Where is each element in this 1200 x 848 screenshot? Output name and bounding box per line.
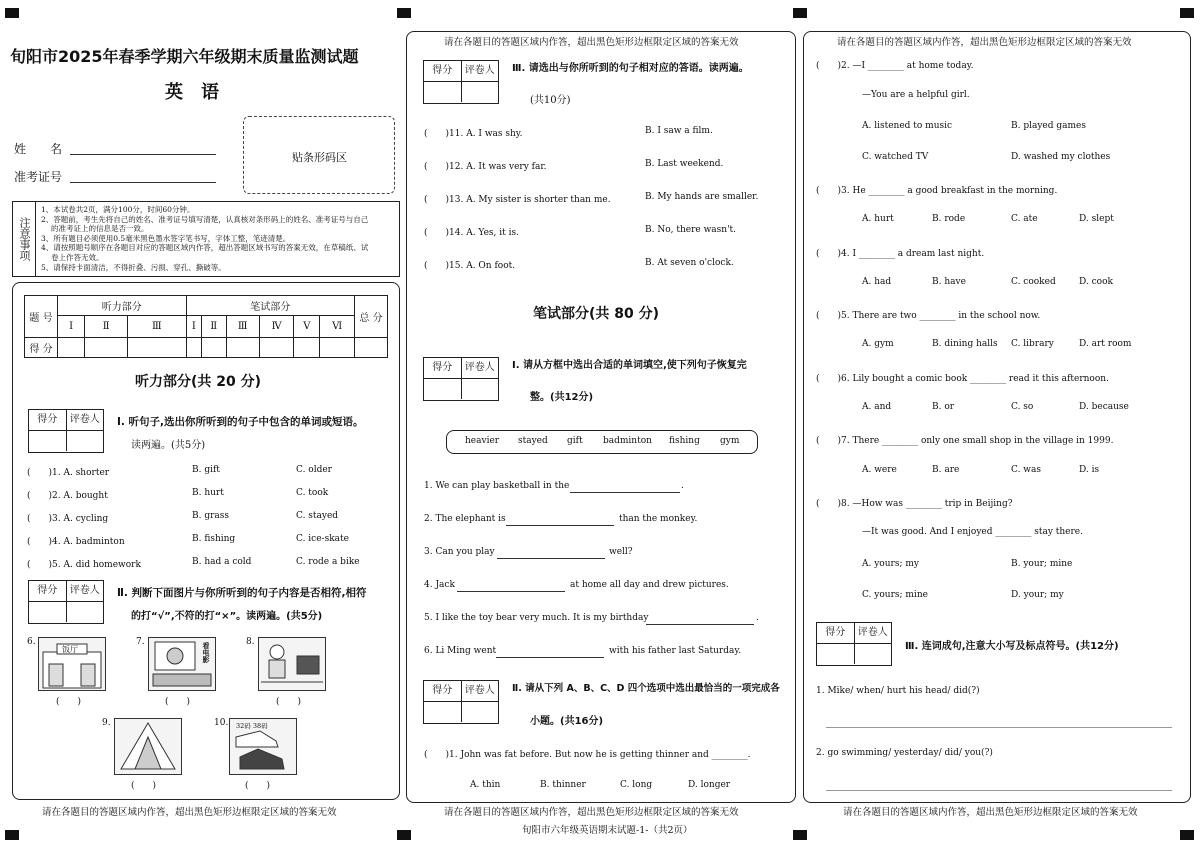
- grade-box-score: 得分: [817, 623, 855, 643]
- mc-option: D. cook: [1079, 277, 1113, 287]
- mc-option: D. art room: [1079, 339, 1132, 349]
- q1-option: C. older: [296, 465, 332, 475]
- fill-item-post: .: [756, 613, 759, 623]
- mc-option: D. because: [1079, 402, 1129, 412]
- mc-option: B. your; mine: [1011, 559, 1073, 569]
- grade-box-grader: 评卷人: [464, 685, 495, 696]
- mc-question: ( )4. I ________ a dream last night.: [816, 249, 985, 259]
- reorder-item: 1. Mike/ when/ hurt his head/ did(?): [816, 686, 980, 696]
- grade-box-grader: 评卷人: [69, 414, 100, 425]
- grade-box-score: 得分: [424, 61, 462, 81]
- col-header: Ⅲ: [128, 316, 187, 338]
- mc-option: A. hurt: [862, 214, 894, 224]
- word-bank-item: heavier: [465, 436, 500, 446]
- mc-option: B. are: [932, 465, 960, 475]
- answer-paren[interactable]: ( ): [165, 697, 191, 707]
- word-bank-item: gym: [720, 436, 740, 446]
- q3-option: B. At seven o'clock.: [645, 258, 734, 268]
- registration-mark: [397, 8, 411, 18]
- mc-option: D. your; my: [1011, 590, 1064, 600]
- mc-option: A. yours; my: [862, 559, 919, 569]
- writing-q1-sub: 整。(共12分): [530, 392, 594, 403]
- q1-item: ( )3. A. cycling: [27, 514, 109, 524]
- mc-option: B. have: [932, 277, 966, 287]
- score-row-label: 得 分: [25, 338, 58, 358]
- fill-blank[interactable]: [496, 657, 604, 658]
- mc-option: C. library: [1011, 339, 1054, 349]
- pic-number: 6.: [27, 637, 36, 647]
- notice-box: [12, 201, 400, 277]
- grade-box-grader: 评卷人: [857, 627, 888, 638]
- word-bank: [446, 430, 758, 454]
- grade-box-score: 得分: [424, 358, 462, 378]
- mc-option: B. thinner: [540, 780, 586, 790]
- mc-option: D. slept: [1079, 214, 1114, 224]
- q1-item: ( )2. A. bought: [27, 491, 108, 501]
- registration-mark: [5, 830, 19, 840]
- grade-box: [28, 409, 104, 453]
- grade-box-grader: 评卷人: [69, 585, 100, 596]
- q1-item: ( )4. A. badminton: [27, 537, 125, 547]
- mc-option: D. washed my clothes: [1011, 152, 1111, 162]
- notice-line: 4、请按照题号顺序在各题目对应的答题区域内作答，超出答题区域书写的答案无效，在草稿纸、试: [41, 243, 369, 253]
- grade-box-score: 得分: [29, 410, 67, 430]
- pic-number: 9.: [102, 718, 111, 728]
- fill-item: 6. Li Ming went: [424, 646, 497, 656]
- score-table: [24, 295, 388, 358]
- mc-option: C. so: [1011, 402, 1034, 412]
- notice-line: 5、请保持卡面清洁，不得折叠、污损、穿孔、撕破等。: [41, 262, 226, 272]
- q1-option: C. ice-skate: [296, 534, 349, 544]
- pic-caption: 32码 38码: [236, 722, 268, 730]
- fill-item: 5. I like the toy bear very much. It is my birthday: [424, 613, 649, 623]
- name-label: 姓 名: [14, 142, 63, 156]
- pic-number: 7.: [136, 637, 145, 647]
- q1-option: C. rode a bike: [296, 557, 360, 567]
- mc-reply: —It was good. And I enjoyed ________ stay there.: [862, 527, 1083, 537]
- registration-mark: [793, 8, 807, 18]
- footer-note: 请在各题目的答题区域内作答，超出黑色矩形边框限定区域的答案无效: [444, 807, 739, 818]
- answer-paren[interactable]: ( ): [276, 697, 302, 707]
- answer-paren[interactable]: ( ): [56, 697, 82, 707]
- q3-item: ( )11. A. I was shy.: [424, 129, 523, 139]
- word-bank-item: badminton: [603, 436, 652, 446]
- mc-option: C. yours; mine: [862, 590, 928, 600]
- tv-illustration: [259, 638, 325, 690]
- notice-line: 2、答题前，考生先将自己的姓名、准考证号填写清楚，认真核对条形码上的姓名、准考证号与自己: [41, 214, 369, 224]
- mc-option: B. or: [932, 402, 955, 412]
- mc-question: ( )5. There are two ________ in the school now.: [816, 311, 1041, 321]
- word-bank-item: gift: [567, 436, 583, 446]
- score-cell[interactable]: [58, 338, 85, 358]
- q3-option: B. No, there wasn't.: [645, 225, 737, 235]
- writing-q1-title: Ⅰ. 请从方框中选出合适的单词填空,使下列句子恢复完: [512, 360, 747, 371]
- q1-option: B. grass: [192, 511, 230, 521]
- footer-note: 请在各题目的答题区域内作答，超出黑色矩形边框限定区域的答案无效: [843, 807, 1138, 818]
- mc-question: ( )1. John was fat before. But now he is getting thinner and ________.: [424, 750, 751, 760]
- listening-q1-title: Ⅰ. 听句子,选出你所听到的句子中包含的单词或短语。: [117, 416, 364, 428]
- mc-option: B. rode: [932, 214, 966, 224]
- grade-box-score: 得分: [29, 581, 67, 601]
- tent-illustration: [115, 719, 181, 774]
- restaurant-picture: [38, 637, 106, 691]
- mc-question: ( )6. Lily bought a comic book ________ read it this afternoon.: [816, 374, 1109, 384]
- q1-item: ( )5. A. did homework: [27, 560, 141, 570]
- listening-header: 听力部分: [58, 296, 187, 316]
- q1-option: B. hurt: [192, 488, 224, 498]
- mc-option: A. had: [862, 277, 892, 287]
- fill-item-post: .: [681, 481, 684, 491]
- score-cell[interactable]: [186, 338, 202, 358]
- header-note: 请在各题目的答题区域内作答，超出黑色矩形边框限定区域的答案无效: [444, 37, 739, 48]
- grade-box-grader: 评卷人: [464, 362, 495, 373]
- listening-q1-sub: 读两遍。(共5分): [131, 440, 206, 451]
- subject-title: 英 语: [165, 82, 219, 103]
- score-cell[interactable]: [294, 338, 320, 358]
- q1-item: ( )1. A. shorter: [27, 468, 110, 478]
- mc-option: C. ate: [1011, 214, 1038, 224]
- score-cell[interactable]: [226, 338, 259, 358]
- answer-line[interactable]: [826, 790, 1172, 791]
- mc-option: A. gym: [862, 339, 894, 349]
- score-cell[interactable]: [202, 338, 226, 358]
- mc-option: A. thin: [470, 780, 501, 790]
- answer-line[interactable]: [826, 727, 1172, 728]
- grade-box: [423, 680, 499, 724]
- mc-option: D. is: [1079, 465, 1100, 475]
- q3-option: B. My hands are smaller.: [645, 192, 759, 202]
- mc-option: A. were: [862, 465, 897, 475]
- notice-line: 1、本试卷共2页，满分100分，时间60分钟。: [41, 205, 195, 214]
- notice-line: 卷上作答无效。: [51, 252, 104, 262]
- writing-q2-title: Ⅱ. 请从下列 A、B、C、D 四个选项中选出最恰当的一项完成各: [512, 683, 780, 694]
- q1-option: B. fishing: [192, 534, 236, 544]
- fill-blank[interactable]: [646, 624, 754, 625]
- grade-box: [28, 580, 104, 624]
- word-bank-item: fishing: [669, 436, 700, 446]
- listening-q2-title: Ⅱ. 判断下面图片与你所听到的句子内容是否相符,相符: [117, 587, 367, 599]
- notice-list: [41, 205, 397, 272]
- shoes-picture: [229, 718, 297, 775]
- q3-option: B. Last weekend.: [645, 159, 724, 169]
- barcode-label: 贴条形码区: [292, 151, 347, 164]
- listening-q3-sub: (共10分): [530, 95, 571, 106]
- mc-question: ( )7. There ________ only one small shop in the village in 1999.: [816, 436, 1114, 446]
- exam-title: 旬阳市2025年春季学期六年级期末质量监测试题: [10, 47, 359, 66]
- camping-picture: [114, 718, 182, 775]
- cinema-picture: [148, 637, 216, 691]
- fill-item-post: than the monkey.: [619, 514, 698, 524]
- q3-option: B. I saw a film.: [645, 126, 713, 136]
- col-header: Ⅴ: [294, 316, 320, 338]
- q1-option: C. took: [296, 488, 329, 498]
- fill-blank[interactable]: [497, 558, 605, 559]
- page-footer: 旬阳市六年级英语期末试题-1-（共2页）: [522, 825, 693, 836]
- fill-blank[interactable]: [570, 492, 680, 493]
- registration-mark: [397, 830, 411, 840]
- pic-number: 10.: [214, 718, 229, 728]
- registration-mark: [5, 8, 19, 18]
- notice-line: 3、所有题目必须使用0.5毫米黑色墨水签字笔书写，字体工整，笔迹清楚。: [41, 233, 291, 243]
- score-table-row-label: 题 号: [25, 296, 58, 338]
- mc-option: C. watched TV: [862, 152, 929, 162]
- col-header: Ⅲ: [226, 316, 259, 338]
- mc-question: ( )3. He ________ a good breakfast in the morning.: [816, 186, 1058, 196]
- listening-q2-sub: 的打“√”,不符的打“×”。读两遍。(共5分): [131, 611, 323, 622]
- writing-q3-title: Ⅲ. 连词成句,注意大小写及标点符号。(共12分): [905, 641, 1119, 652]
- mc-option: A. listened to music: [862, 121, 953, 131]
- fill-item: 4. Jack: [424, 580, 455, 590]
- writing-section-title: 笔试部分(共 80 分): [533, 306, 660, 322]
- writing-q2-sub: 小题。(共16分): [530, 716, 604, 727]
- notice-label: 注意事项: [13, 202, 36, 276]
- score-cell[interactable]: [259, 338, 293, 358]
- registration-mark: [1180, 8, 1194, 18]
- score-cell[interactable]: [320, 338, 355, 358]
- grade-box-grader: 评卷人: [464, 65, 495, 76]
- col-header: Ⅳ: [259, 316, 293, 338]
- grade-box: [423, 357, 499, 401]
- q3-item: ( )14. A. Yes, it is.: [424, 228, 519, 238]
- pic-number: 8.: [246, 637, 255, 647]
- id-label: 准考证号: [14, 170, 63, 184]
- writing-header: 笔试部分: [186, 296, 354, 316]
- grade-box: [816, 622, 892, 666]
- q1-option: B. gift: [192, 465, 220, 475]
- mc-option: C. was: [1011, 465, 1041, 475]
- answer-paren[interactable]: ( ): [131, 781, 157, 791]
- footer-note: 请在各题目的答题区域内作答，超出黑色矩形边框限定区域的答案无效: [42, 807, 337, 818]
- fill-item-post: with his father last Saturday.: [609, 646, 742, 656]
- col-header: Ⅱ: [85, 316, 128, 338]
- listening-section-title: 听力部分(共 20 分): [135, 374, 262, 390]
- score-cell[interactable]: [128, 338, 187, 358]
- q3-item: ( )13. A. My sister is shorter than me.: [424, 195, 611, 205]
- score-cell[interactable]: [355, 338, 388, 358]
- col-header: Ⅰ: [186, 316, 202, 338]
- fill-item-post: at home all day and drew pictures.: [570, 580, 729, 590]
- q3-item: ( )12. A. It was very far.: [424, 162, 547, 172]
- mc-option: D. longer: [688, 780, 731, 790]
- mc-question: ( )8. —How was ________ trip in Beijing?: [816, 499, 1013, 509]
- reorder-item: 2. go swimming/ yesterday/ did/ you(?): [816, 748, 993, 758]
- word-bank-item: stayed: [518, 436, 548, 446]
- mc-option: C. cooked: [1011, 277, 1056, 287]
- notice-line: 的准考证上的信息是否一致。: [51, 224, 149, 234]
- mc-option: B. dining halls: [932, 339, 998, 349]
- q3-item: ( )15. A. On foot.: [424, 261, 516, 271]
- mc-question: ( )2. —I ________ at home today.: [816, 61, 974, 71]
- col-header: Ⅵ: [320, 316, 355, 338]
- q1-option: B. had a cold: [192, 557, 252, 567]
- grade-box: [423, 60, 499, 104]
- fill-item: 1. We can play basketball in the: [424, 481, 570, 491]
- name-field[interactable]: [70, 154, 216, 155]
- fill-item-post: well?: [609, 547, 633, 557]
- fill-item: 3. Can you play: [424, 547, 495, 557]
- score-cell[interactable]: [85, 338, 128, 358]
- registration-mark: [1180, 830, 1194, 840]
- pic-caption: 看电影: [202, 642, 211, 663]
- pic-caption: 饭厅: [62, 645, 78, 654]
- col-header: Ⅰ: [58, 316, 85, 338]
- mc-option: B. played games: [1011, 121, 1086, 131]
- barcode-area: [243, 116, 395, 194]
- id-field[interactable]: [70, 182, 216, 183]
- answer-paren[interactable]: ( ): [245, 781, 271, 791]
- mc-option: A. and: [862, 402, 892, 412]
- col-header: Ⅱ: [202, 316, 226, 338]
- total-header: 总 分: [355, 296, 388, 338]
- grade-box-score: 得分: [424, 681, 462, 701]
- mc-reply: —You are a helpful girl.: [862, 90, 970, 100]
- header-note: 请在各题目的答题区域内作答，超出黑色矩形边框限定区域的答案无效: [837, 37, 1132, 48]
- fill-blank[interactable]: [457, 591, 565, 592]
- registration-mark: [793, 830, 807, 840]
- watching-tv-picture: [258, 637, 326, 691]
- fill-blank[interactable]: [506, 525, 614, 526]
- fill-item: 2. The elephant is: [424, 514, 506, 524]
- listening-q3-title: Ⅲ. 请选出与你所听到的句子相对应的答语。读两遍。: [512, 63, 749, 74]
- q1-option: C. stayed: [296, 511, 339, 521]
- mc-option: C. long: [620, 780, 653, 790]
